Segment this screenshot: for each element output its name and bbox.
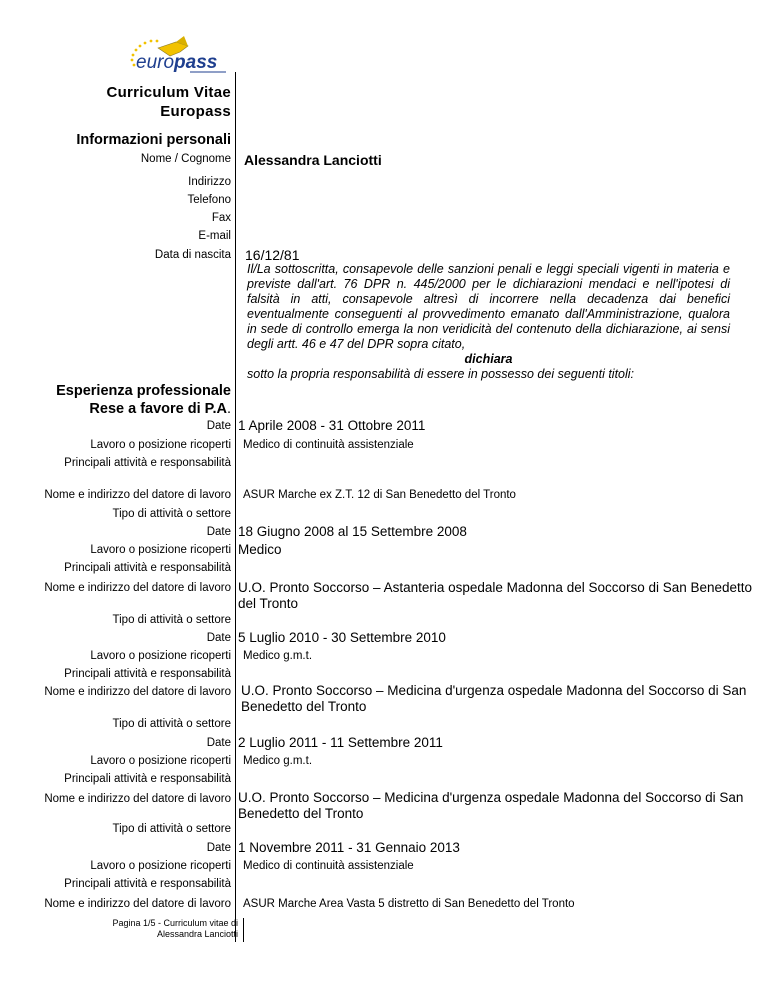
activities-label: Principali attività e responsabilità — [64, 562, 231, 574]
activities-label: Principali attività e responsabilità — [64, 773, 231, 785]
fax-label: Fax — [211, 212, 231, 224]
date-label: Date — [206, 737, 231, 749]
activities-label: Principali attività e responsabilità — [64, 457, 231, 469]
sector-label: Tipo di attività o settore — [112, 718, 231, 730]
entry-2-employer: U.O. Pronto Soccorso – Astanteria ospedale Madonna del Soccorso di San Benedetto del Tronto — [238, 580, 753, 611]
entry-1-employer: ASUR Marche ex Z.T. 12 di San Benedetto del Tronto — [243, 489, 516, 501]
declaration-closing: sotto la propria responsabilità di essere in possesso dei seguenti titoli: — [247, 367, 635, 381]
entry-4-employer: U.O. Pronto Soccorso – Medicina d'urgenza ospedale Madonna del Soccorso di San Benedetto del Tronto — [238, 790, 744, 821]
entry-2-role: Medico — [238, 542, 282, 557]
role-label: Lavoro o posizione ricoperti — [90, 860, 231, 872]
sector-label: Tipo di attività o settore — [112, 614, 231, 626]
date-label: Date — [206, 842, 231, 854]
employer-label: Nome e indirizzo del datore di lavoro — [44, 582, 231, 594]
declaration — [247, 262, 730, 382]
entry-1-role: Medico di continuità assistenziale — [243, 439, 414, 451]
name-value: Alessandra Lanciotti — [244, 152, 382, 168]
europass-logo: europass — [136, 52, 218, 73]
birth-label: Data di nascita — [154, 249, 231, 261]
sector-label: Tipo di attività o settore — [112, 823, 231, 835]
name-label: Nome / Cognome — [140, 153, 231, 165]
declaration-text: Il/La sottoscritta, consapevole delle sanzioni penali e leggi speciali vigenti in materia e previste dall'art. 76 DPR n. 445/2000 per le dichiarazioni mendaci e nell'ipotesi di falsità in atti, consapevole altresì di incorrere nella decadenza dai benefici eventualmente conseguenti al provvedimento emanato dall'Amministrazione, qualora in sede di controllo emerga la non veridicità del contenuto della dichiarazione, ai sensi degli artt. 46 e 47 del DPR sopra citato, — [247, 262, 730, 351]
entry-5-role: Medico di continuità assistenziale — [243, 860, 414, 872]
date-label: Date — [206, 632, 231, 644]
entry-5-date: 1 Novembre 2011 - 31 Gennaio 2013 — [238, 840, 460, 855]
employer-label: Nome e indirizzo del datore di lavoro — [44, 898, 231, 910]
address-label: Indirizzo — [188, 176, 231, 188]
entry-2-date: 18 Giugno 2008 al 15 Settembre 2008 — [238, 524, 467, 539]
role-label: Lavoro o posizione ricoperti — [90, 544, 231, 556]
entry-3-role: Medico g.m.t. — [243, 650, 313, 662]
cv-title: Curriculum Vitae Europass — [106, 84, 231, 120]
entry-4-date: 2 Luglio 2011 - 11 Settembre 2011 — [238, 735, 443, 750]
phone-label: Telefono — [187, 194, 231, 206]
employer-label: Nome e indirizzo del datore di lavoro — [44, 489, 231, 501]
email-label: E-mail — [198, 230, 231, 242]
activities-label: Principali attività e responsabilità — [64, 878, 231, 890]
role-label: Lavoro o posizione ricoperti — [90, 439, 231, 451]
employer-label: Nome e indirizzo del datore di lavoro — [44, 686, 231, 698]
page-footer: Pagina 1/5 - Curriculum vitae di Alessandra Lanciotti — [112, 918, 238, 939]
entry-5-employer: ASUR Marche Area Vasta 5 distretto di San Benedetto del Tronto — [243, 898, 575, 910]
column-divider — [235, 72, 236, 942]
role-label: Lavoro o posizione ricoperti — [90, 650, 231, 662]
activities-label: Principali attività e responsabilità — [64, 668, 231, 680]
date-label: Date — [206, 526, 231, 538]
entry-4-role: Medico g.m.t. — [243, 755, 313, 767]
role-label: Lavoro o posizione ricoperti — [90, 755, 231, 767]
personal-section-title: Informazioni personali — [76, 132, 231, 148]
entry-3-employer: U.O. Pronto Soccorso – Medicina d'urgenza ospedale Madonna del Soccorso di San Benedetto del Tronto — [241, 683, 747, 714]
entry-1-date: 1 Aprile 2008 - 31 Ottobre 2011 — [238, 418, 426, 433]
sector-label: Tipo di attività o settore — [112, 508, 231, 520]
date-label: Date — [206, 420, 231, 432]
declaration-keyword: dichiara — [464, 352, 513, 366]
entry-3-date: 5 Luglio 2010 - 30 Settembre 2010 — [238, 630, 446, 645]
employer-label: Nome e indirizzo del datore di lavoro — [44, 793, 231, 805]
birth-value: 16/12/81 — [245, 247, 300, 263]
experience-section-title: Esperienza professionale Rese a favore di P.A. — [56, 383, 231, 417]
footer-divider — [243, 918, 244, 942]
